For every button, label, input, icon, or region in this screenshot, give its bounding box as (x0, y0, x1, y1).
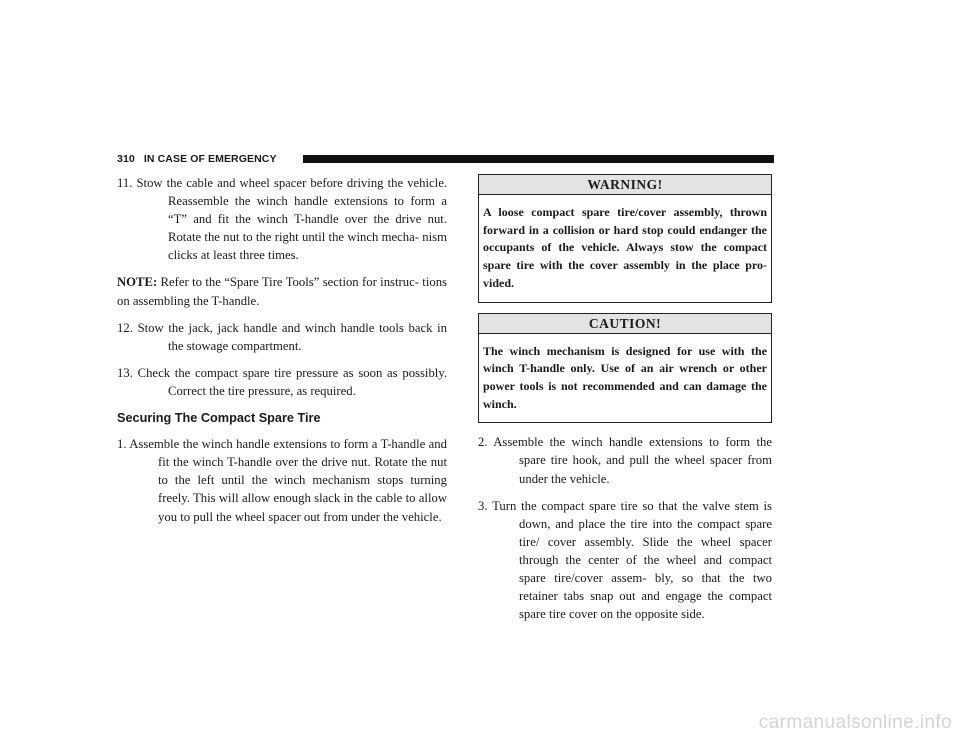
right-column (478, 174, 772, 632)
caution-box (478, 313, 772, 424)
step-number: 12. (117, 320, 133, 335)
step-text: Assemble the winch handle extensions to form a T-handle and fit the winch T-handle over the drive nut. Rotate the nut to the left until the winch mechanism stops turning freely. This will allow enough slack in the cable to allow you to pull the wheel spacer out from under the vehicle. (129, 437, 447, 524)
caution-title: CAUTION! (479, 314, 771, 334)
site-watermark: carmanualsonline.info (758, 712, 952, 733)
page-number: 310 (117, 153, 135, 165)
step-number: 2. (478, 435, 488, 450)
step-13 (117, 364, 447, 400)
step-number: 13. (117, 365, 133, 380)
note-paragraph (117, 273, 447, 309)
step-text: Assemble the winch handle extensions to form the spare tire hook, and pull the wheel spacer from under the vehicle. (493, 435, 772, 486)
warning-text: A loose compact spare tire/cover assembly, thrown forward in a collision or hard stop could endanger the occupants of the vehicle. Always stow the compact spare tire with the cover assembly in the place pro- vided. (483, 205, 767, 290)
step-3 (478, 497, 772, 624)
step-number: 3. (478, 498, 488, 513)
warning-title: WARNING! (479, 175, 771, 195)
left-column (117, 174, 447, 535)
step-11 (117, 174, 447, 264)
step-number: 1. (117, 437, 127, 452)
step-text: Stow the cable and wheel spacer before driving the vehicle. Reassemble the winch handle extensions to form a “T” and fit the winch T-handle over the drive nut. Rotate the nut to the right until the winch mecha- nism clicks at least three times. (136, 176, 448, 263)
page-header-text (117, 152, 277, 166)
step-text: Turn the compact spare tire so that the valve stem is down, and place the tire into the compact spare tire/ cover assembly. Slide the wheel spacer through the center of the wheel and compact spare tire/cover assem- bly, so that the two retainer tabs snap out and engage the compact spare tire cover on the opposite side. (492, 498, 772, 622)
section-title: Securing The Compact Spare Tire (117, 411, 321, 426)
step-number: 11. (117, 176, 133, 190)
warning-box (478, 174, 772, 303)
step-text: Check the compact spare tire pressure as soon as possibly. Correct the tire pressure, as required. (137, 365, 448, 398)
page-header (117, 152, 774, 166)
caution-text: The winch mechanism is designed for use with the winch T-handle only. Use of an air wrench or other power tools is not recommended and can damage the winch. (483, 343, 767, 411)
section-name: IN CASE OF EMERGENCY (143, 153, 277, 165)
step-1 (117, 435, 447, 525)
step-12 (117, 319, 447, 355)
note-label: NOTE: (117, 275, 158, 290)
header-rule (303, 155, 774, 163)
note-text: Refer to the “Spare Tire Tools” section for instruc- tions on assembling the T-handle. (117, 275, 447, 308)
step-2 (478, 433, 772, 487)
step-text: Stow the jack, jack handle and winch handle tools back in the stowage compartment. (137, 320, 448, 353)
